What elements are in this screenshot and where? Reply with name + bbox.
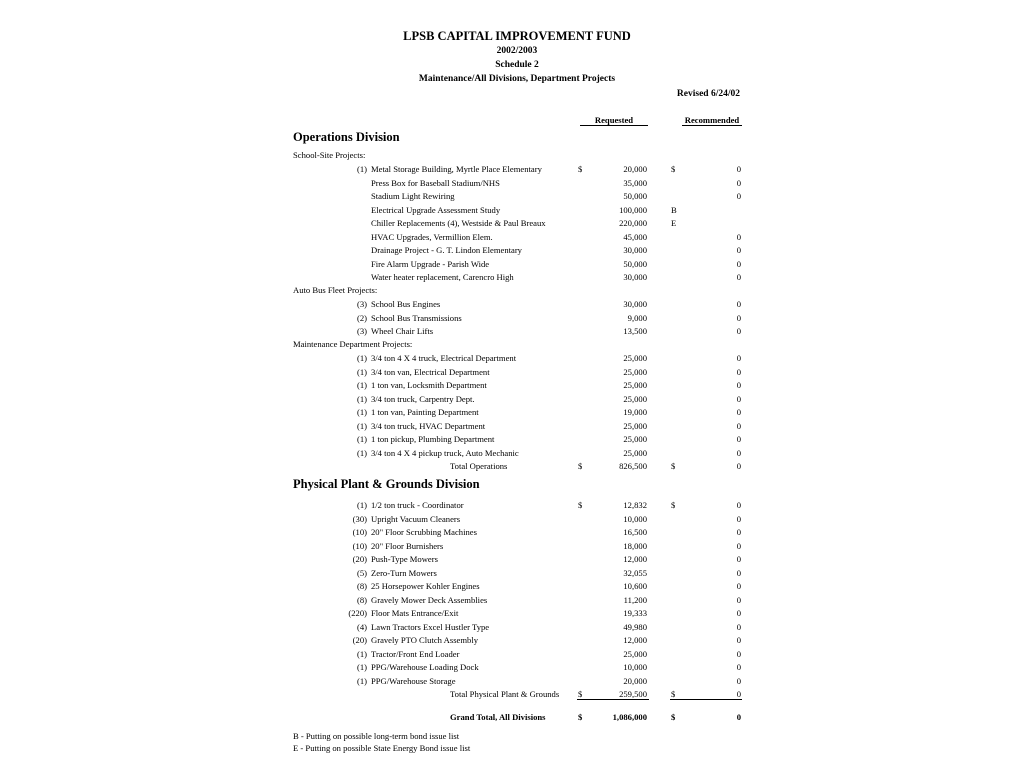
line-item-recommended: 0 [736, 177, 741, 188]
line-item-qty: (3) [356, 326, 367, 336]
line-item-description: Upright Vacuum Cleaners [371, 513, 461, 524]
line-item-description: 3/4 ton van, Electrical Department [371, 366, 490, 377]
line-item-requested: 12,832 [623, 500, 647, 510]
line-item-requested: 12,000 [623, 554, 647, 564]
grand-total-label: Grand Total, All Divisions [450, 712, 546, 722]
line-item-recommended: 0 [736, 393, 741, 404]
line-item-recommended: 0 [736, 380, 741, 390]
line-item-recommended: 0 [736, 191, 741, 201]
line-item-qty: (20) [352, 554, 367, 564]
line-item-recommended: 0 [736, 245, 741, 255]
line-item-description: Stadium Light Rewiring [371, 191, 455, 201]
line-item-description: PPG/Warehouse Loading Dock [371, 662, 479, 672]
line-item-description: School Bus Transmissions [371, 312, 462, 323]
group-label-school-site: School-Site Projects: [293, 150, 366, 160]
section-title-ppg: Physical Plant & Grounds Division [293, 477, 480, 491]
line-item-recommended: 0 [736, 407, 741, 417]
line-item-description: Water heater replacement, Carencro High [371, 272, 514, 282]
line-item-requested: 25,000 [623, 648, 647, 659]
line-item-recommended: 0 [736, 272, 741, 282]
line-item-recommended: 0 [736, 540, 741, 551]
line-item-description: Gravely PTO Clutch Assembly [371, 635, 479, 645]
ppg-first-dollar: $ [578, 500, 583, 510]
line-item-requested: 12,000 [623, 635, 647, 645]
line-item-recommended: 0 [736, 258, 741, 269]
line-item-qty: (30) [352, 513, 367, 524]
total-ppg-requested-rule [577, 699, 649, 700]
line-item-requested: 16,500 [623, 527, 647, 537]
line-item-description: 1 ton pickup, Plumbing Department [371, 434, 495, 444]
line-item-requested: 25,000 [623, 420, 647, 431]
total-operations-rec-dollar: $ [671, 461, 676, 471]
line-item-qty: (1) [356, 380, 367, 390]
line-item-note: B [671, 204, 677, 215]
total-ppg-recommended-rule [670, 699, 742, 700]
grand-total-rec-dollar: $ [671, 712, 676, 722]
line-item-requested: 45,000 [623, 231, 647, 242]
line-item-requested: 30,000 [623, 272, 647, 282]
line-item-description: Push-Type Mowers [371, 554, 438, 564]
revised-date: Revised 6/24/02 [676, 89, 740, 99]
line-item-description: Tractor/Front End Loader [371, 648, 460, 659]
line-item-description: Lawn Tractors Excel Hustler Type [371, 621, 490, 632]
ppg-first-rec-dollar: $ [671, 500, 676, 510]
total-operations-requested: 826,500 [619, 461, 647, 471]
line-item-requested: 20,000 [623, 675, 647, 686]
line-item-requested: 13,500 [623, 326, 647, 336]
line-item-qty: (1) [356, 675, 367, 686]
line-item-recommended: 0 [736, 608, 741, 618]
line-item-requested: 25,000 [623, 447, 647, 458]
line-item-requested: 25,000 [623, 393, 647, 404]
line-item-description: HVAC Upgrades, Vermillion Elem. [371, 231, 493, 242]
line-item-requested: 10,000 [623, 662, 647, 672]
grand-total-dollar: $ [578, 712, 583, 722]
line-item-recommended: 0 [736, 513, 741, 524]
total-operations-recommended: 0 [736, 461, 741, 471]
line-item-qty: (2) [356, 312, 367, 323]
line-item-requested: 19,000 [623, 407, 647, 417]
line-item-qty: (1) [356, 447, 367, 458]
line-item-qty: (1) [356, 500, 367, 510]
total-ppg-label: Total Physical Plant & Grounds [450, 689, 560, 699]
total-operations-dollar: $ [578, 461, 583, 471]
line-item-qty: (1) [356, 420, 367, 431]
line-item-qty: (1) [356, 407, 367, 417]
total-ppg-rec-dollar: $ [671, 689, 676, 699]
line-item-qty: (1) [356, 648, 367, 659]
line-item-description: 1/2 ton truck - Coordinator [371, 500, 464, 510]
line-item-description: Gravely Mower Deck Assemblies [371, 594, 488, 605]
col-requested: Requested [594, 115, 634, 125]
line-item-requested: 25,000 [623, 366, 647, 377]
line-item-description: 20" Floor Burnishers [371, 540, 444, 551]
line-item-qty: (5) [356, 567, 367, 578]
line-item-description: Chiller Replacements (4), Westside & Paul Breaux [371, 218, 546, 228]
line-item-requested: 50,000 [623, 191, 647, 201]
total-ppg-requested: 259,500 [619, 689, 647, 699]
col-requested-rule [580, 125, 648, 126]
line-item-description: 25 Horsepower Kohler Engines [371, 581, 480, 591]
line-item-recommended: 0 [736, 567, 741, 578]
group-label-maint-dept: Maintenance Department Projects: [293, 339, 413, 349]
footnote-b: B - Putting on possible long-term bond issue list [293, 731, 460, 741]
line-item-description: Wheel Chair Lifts [371, 326, 434, 336]
line-item-description: Metal Storage Building, Myrtle Place Elementary [371, 164, 542, 174]
line-item-recommended: 0 [736, 500, 741, 510]
line-item-qty: (1) [356, 393, 367, 404]
line-item-description: 1 ton van, Locksmith Department [371, 380, 487, 390]
schedule-label: Schedule 2 [495, 60, 539, 70]
line-item-recommended: 0 [736, 594, 741, 605]
line-item-qty: (8) [356, 581, 367, 591]
line-item-description: Zero-Turn Mowers [371, 567, 437, 578]
line-item-requested: 11,200 [623, 594, 647, 605]
line-item-recommended: 0 [736, 231, 741, 242]
line-item-recommended: 0 [736, 554, 741, 564]
line-item-description: 3/4 ton truck, HVAC Department [371, 420, 486, 431]
line-item-recommended: 0 [736, 164, 741, 174]
line-item-requested: 25,000 [623, 380, 647, 390]
line-item-recommended: 0 [736, 648, 741, 659]
line-item-requested: 25,000 [623, 434, 647, 444]
footnote-e: E - Putting on possible State Energy Bond issue list [293, 743, 471, 753]
col-recommended-rule [682, 125, 742, 126]
line-item-requested: 100,000 [619, 204, 647, 215]
total-ppg-dollar: $ [578, 689, 583, 699]
line-item-qty: (1) [356, 662, 367, 672]
line-item-description: 1 ton van, Painting Department [371, 407, 479, 417]
line-item-qty: (1) [356, 366, 367, 377]
line-item-requested: 25,000 [623, 353, 647, 363]
line-item-qty: (10) [352, 527, 367, 537]
line-item-requested: 30,000 [623, 299, 647, 309]
line-item-qty: (8) [356, 594, 367, 605]
line-item-requested: 50,000 [623, 258, 647, 269]
line-item-description: 20" Floor Scrubbing Machines [371, 527, 477, 537]
line-item-description: Electrical Upgrade Assessment Study [371, 204, 501, 215]
line-item-recommended: 0 [736, 420, 741, 431]
document-subtitle: Maintenance/All Divisions, Department Projects [418, 74, 616, 84]
line-item-recommended: 0 [736, 434, 741, 444]
line-item-description: 3/4 ton 4 X 4 pickup truck, Auto Mechanic [371, 447, 519, 458]
line-item-qty: (1) [356, 164, 367, 174]
line-item-requested: 9,000 [627, 312, 647, 323]
line-item-qty: (3) [356, 299, 367, 309]
grand-total-requested: 1,086,000 [612, 712, 647, 722]
line-item-description: Floor Mats Entrance/Exit [371, 608, 459, 618]
line-item-qty: (10) [352, 540, 367, 551]
line-item-requested: 30,000 [623, 245, 647, 255]
line-item-requested: 10,000 [623, 513, 647, 524]
line-item-recommended: 0 [736, 635, 741, 645]
line-item-recommended: 0 [736, 299, 741, 309]
line-item-description: Press Box for Baseball Stadium/NHS [371, 177, 500, 188]
line-item-description: Fire Alarm Upgrade - Parish Wide [371, 258, 490, 269]
line-item-qty: (1) [356, 353, 367, 363]
line-item-description: School Bus Engines [371, 299, 441, 309]
line-item-recommended: 0 [736, 621, 741, 632]
line-item-requested: 220,000 [619, 218, 647, 228]
line-item-recommended: 0 [736, 447, 741, 458]
line-item-recommended: 0 [736, 662, 741, 672]
group-label-bus-fleet: Auto Bus Fleet Projects: [293, 285, 378, 295]
line-item-requested: 10,600 [623, 581, 647, 591]
line-item-recommended: 0 [736, 312, 741, 323]
line-item-recommended: 0 [736, 675, 741, 686]
fiscal-year: 2002/2003 [496, 46, 538, 56]
line-item-requested: 18,000 [623, 540, 647, 551]
line-item-qty: (4) [356, 621, 367, 632]
grand-total-recommended: 0 [736, 712, 741, 722]
line-item-description: PPG/Warehouse Storage [371, 675, 456, 686]
line-item-requested: 19,333 [623, 608, 647, 618]
line-item-qty: (1) [356, 434, 367, 444]
line-item-requested: 20,000 [623, 164, 647, 174]
line-item-recommended: 0 [736, 581, 741, 591]
line-item-recommended: 0 [736, 353, 741, 363]
line-item-recommended: 0 [736, 366, 741, 377]
total-operations-label: Total Operations [450, 461, 508, 471]
line-item-qty: (220) [348, 608, 367, 618]
document-title: LPSB CAPITAL IMPROVEMENT FUND [403, 29, 631, 43]
line-item-description: 3/4 ton 4 X 4 truck, Electrical Department [371, 353, 517, 363]
col-recommended: Recommended [684, 115, 740, 125]
line-item-recommended: 0 [736, 326, 741, 336]
line-item-requested: 49,980 [623, 621, 647, 632]
line-item-requested: 35,000 [623, 177, 647, 188]
line-item-recommended: 0 [736, 527, 741, 537]
section-title-operations: Operations Division [293, 130, 400, 144]
line-item-qty: (20) [352, 635, 367, 645]
line-item-requested: 32,055 [623, 567, 647, 578]
line-item-dollar: $ [578, 164, 583, 174]
line-item-description: Drainage Project - G. T. Lindon Elementary [371, 245, 522, 255]
line-item-rec-dollar: $ [671, 164, 676, 174]
total-ppg-recommended: 0 [736, 689, 741, 699]
line-item-note: E [671, 218, 677, 228]
line-item-description: 3/4 ton truck, Carpentry Dept. [371, 393, 475, 404]
